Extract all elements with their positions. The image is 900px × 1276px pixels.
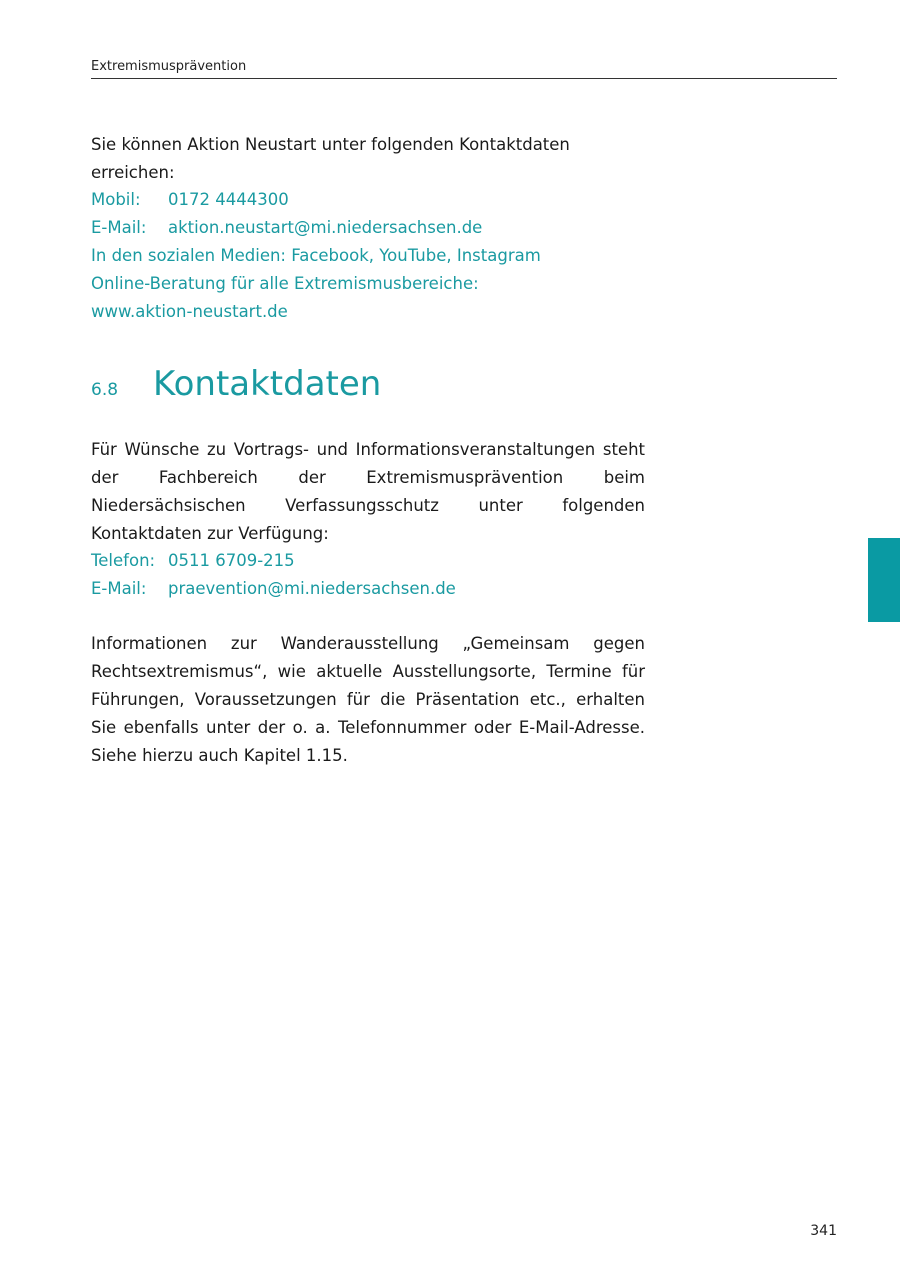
online-counseling-line: Online-Beratung für alle Extremismusbereiche: [91,274,479,293]
running-header: Extremismusprävention [91,59,837,79]
fachbereich-contacts [91,547,691,603]
telefon-row [91,547,691,575]
paragraph-ausstellung: Informationen zur Wanderausstellung „Gemeinsam gegen Rechtsextremismus“, wie aktuelle Ausstellungsorte, Termine für Führungen, Voraussetzungen für die Präsentation etc., erhalten Sie ebenfalls unter der o. a. Telefonnummer oder E-Mail-Adresse. Siehe hierzu auch Kapitel 1.15. [91,634,645,765]
email-link-2[interactable]: praevention@mi.niedersachsen.de [168,579,456,598]
intro-text: Sie können Aktion Neustart unter folgenden Kontaktdaten erreichen: [91,135,570,182]
email-row-2 [91,575,691,603]
section-title: Kontaktdaten [153,364,382,404]
chapter-tab-marker [868,538,900,622]
social-media-line: In den sozialen Medien: Facebook, YouTube, Instagram [91,246,541,265]
paragraph-fachbereich: Für Wünsche zu Vortrags- und Informationsveranstaltungen steht der Fachbereich der Extremismusprävention beim Niedersächsischen Verfassungsschutz unter folgenden Kontaktdaten zur Verfügung: [91,440,645,543]
email-label: E-Mail: [91,218,147,237]
email-row [91,214,691,242]
website-link[interactable]: www.aktion-neustart.de [91,302,288,321]
mobil-value[interactable]: 0172 4444300 [168,190,289,209]
page-number: 341 [810,1223,837,1239]
email-label-2: E-Mail: [91,579,147,598]
section-number: 6.8 [91,380,119,400]
section-heading [91,364,381,404]
telefon-value[interactable]: 0511 6709-215 [168,551,295,570]
telefon-label: Telefon: [91,551,156,570]
mobil-label: Mobil: [91,190,141,209]
aktion-neustart-contacts [91,186,691,326]
email-link[interactable]: aktion.neustart@mi.niedersachsen.de [168,218,483,237]
mobil-row [91,186,691,214]
